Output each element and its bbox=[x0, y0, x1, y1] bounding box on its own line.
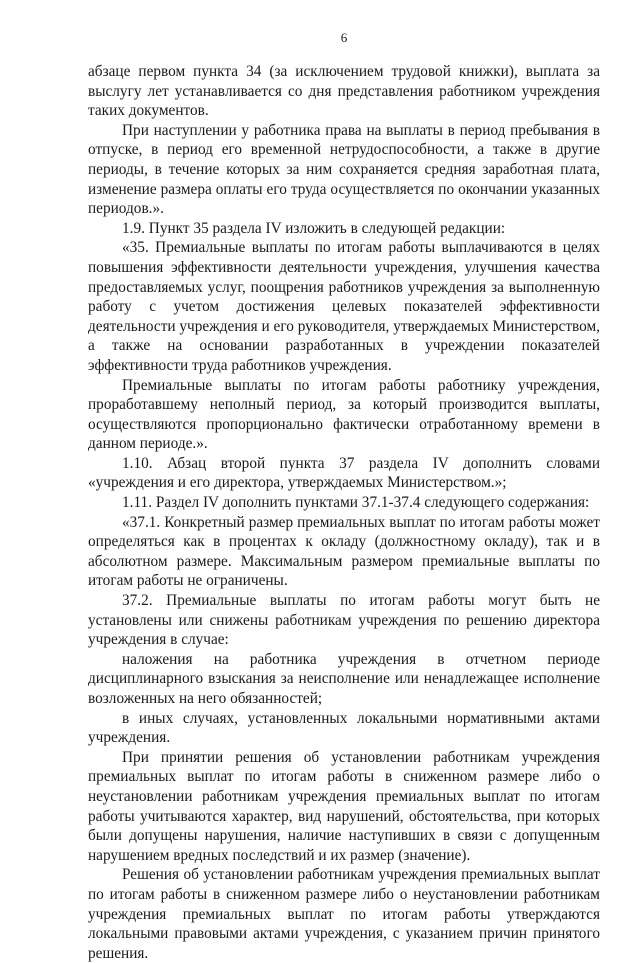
paragraph-case-disciplinary: наложения на работника учреждения в отчетном периоде дисциплинарного взыскания за неисполнение или ненадлежащее исполнение возложенных на него обязанностей; bbox=[88, 650, 600, 707]
paragraph-decision-factors: При принятии решения об установлении работникам учреждения премиальных выплат по итогам работы в сниженном размере либо о неустановлении работникам учреждения премиальных выплат по итогам работы учитываются характер, вид нарушений, обстоятельства, при которых были допущены нарушения, наличие наступивших в связи с допущенным нарушением вредных последствий и их размер (значение). bbox=[88, 748, 600, 864]
document-body bbox=[88, 62, 600, 963]
paragraph-amendment-1-10: 1.10. Абзац второй пункта 37 раздела IV дополнить словами «учреждения и его директора, утверждаемых Министерством.»; bbox=[88, 454, 600, 492]
paragraph-amendment-1-11: 1.11. Раздел IV дополнить пунктами 37.1-37.4 следующего содержания: bbox=[122, 494, 590, 512]
paragraph-vacation-entitlement: При наступлении у работника права на выплаты в период пребывания в отпуске, в период его временной нетрудоспособности, а также в другие периоды, в течение которых за ним сохраняется средняя заработная плата, изменение размера оплаты его труда осуществляется по окончании указанных периодов.». bbox=[88, 121, 600, 218]
paragraph-case-other: в иных случаях, установленных локальными нормативными актами учреждения. bbox=[88, 709, 600, 747]
paragraph-clause-37-2: 37.2. Премиальные выплаты по итогам работы могут быть не установлены или снижены работникам учреждения по решению директора учреждения в случае: bbox=[88, 592, 600, 649]
paragraph-amendment-1-9: 1.9. Пункт 35 раздела IV изложить в следующей редакции: bbox=[122, 219, 506, 237]
paragraph-clause-37-1: «37.1. Конкретный размер премиальных выплат по итогам работы может определяться как в процентах к окладу (должностному окладу), так и в абсолютном размере. Максимальным размером премиальные выплаты по итогам работы не ограничены. bbox=[88, 513, 600, 590]
paragraph-continuation: абзаце первом пункта 34 (за исключением трудовой книжки), выплата за выслугу лет устанавливается со дня представления работником учреждения таких документов. bbox=[88, 63, 600, 120]
paragraph-clause-35-partial-period: Премиальные выплаты по итогам работы работнику учреждения, проработавшему неполный период, за который производится выплаты, осуществляются пропорционально фактически отработанному времени в данном периоде.». bbox=[88, 376, 600, 453]
paragraph-clause-35: «35. Премиальные выплаты по итогам работы выплачиваются в целях повышения эффективности деятельности учреждения, улучшения качества предоставляемых услуг, поощрения работников учреждения за выполненную работу с учетом достижения целевых показателей эффективности деятельности учреждения и его руководителя, утверждаемых Министерством, а также на основании разработанных в учреждении показателей эффективности труда работников учреждения. bbox=[88, 239, 600, 374]
page-number: 6 bbox=[340, 30, 348, 45]
paragraph-decision-approval: Решения об установлении работникам учреждения премиальных выплат по итогам работы в сниженном размере либо о неустановлении работникам учреждения премиальных выплат по итогам работы утверждаются локальными правовыми актами учреждения, с указанием причин принятого решения. bbox=[88, 866, 600, 962]
